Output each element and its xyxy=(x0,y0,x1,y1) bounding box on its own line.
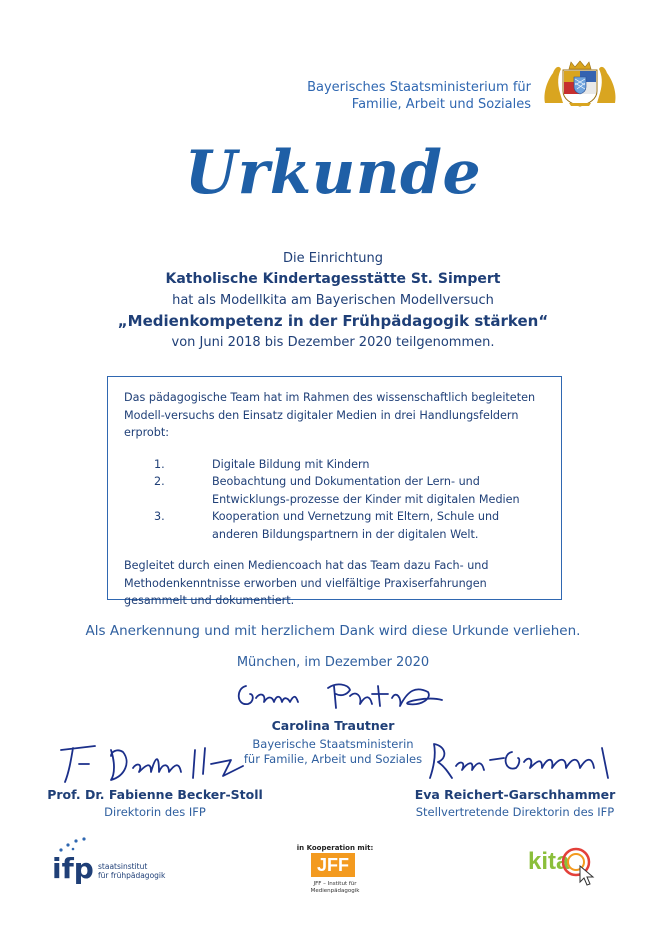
signatory-left xyxy=(40,787,270,820)
bavarian-coat-of-arms-icon xyxy=(541,59,619,107)
institution-name: Katholische Kindertagesstätte St. Simpert xyxy=(165,271,501,287)
signatory-center-role-1: Bayerische Staatsministerin xyxy=(252,737,414,751)
list-item-text: Beobachtung und Dokumentation der Lern- und Entwicklungs-prozesse der Kinder mit digitalen Medien xyxy=(212,475,520,506)
signature-becker-stoll xyxy=(55,742,255,786)
list-item-number: 3. xyxy=(154,510,165,523)
signatory-right-role: Stellvertretende Direktorin des IFP xyxy=(415,805,615,819)
ministry-line-2: Familie, Arbeit und Soziales xyxy=(351,97,531,112)
signatory-center-role-2: für Familie, Arbeit und Soziales xyxy=(243,752,423,766)
field-list xyxy=(124,456,545,544)
jff-logo: JFF xyxy=(311,853,355,877)
ministry-line-1: Bayerisches Staatsministerium für xyxy=(307,80,531,95)
list-item-text: Digitale Bildung mit Kindern xyxy=(212,457,370,471)
ministry-header xyxy=(307,79,531,113)
signatory-left-role: Direktorin des IFP xyxy=(104,805,206,819)
signature-reichert-garschhammer xyxy=(420,738,620,786)
box-paragraph-2: Begleitet durch einen Mediencoach hat das Team dazu Fach- und Methodenkenntnisse erworben und vielfältige Praxiserfahrungen gesammelt und dokumentiert. xyxy=(124,559,489,607)
intro-line-3: hat als Modellkita am Bayerischen Modellversuch xyxy=(172,293,494,308)
jff-subtitle-line-2: Medienpädagogik xyxy=(310,888,360,894)
signature-trautner xyxy=(232,676,452,716)
list-item-number: 1. xyxy=(154,457,165,471)
list-item xyxy=(124,456,545,474)
signatory-right-name: Eva Reichert-Garschhammer xyxy=(414,787,616,802)
intro-line-1: Die Einrichtung xyxy=(283,251,383,266)
list-item-number: 2. xyxy=(154,475,165,488)
jff-subtitle-line-1: JFF – Institut für xyxy=(313,881,357,887)
ifp-subtitle-line-2: für frühpädagogik xyxy=(98,871,166,880)
signatory-center-name: Carolina Trautner xyxy=(271,718,395,733)
jff-subtitle xyxy=(300,881,370,895)
ifp-subtitle xyxy=(98,862,165,880)
place-date: München, im Dezember 2020 xyxy=(236,655,430,670)
document-title: Urkunde xyxy=(184,138,482,208)
description-box xyxy=(107,376,562,607)
signatory-left-name: Prof. Dr. Fabienne Becker-Stoll xyxy=(47,787,263,802)
intro-line-5: von Juni 2018 bis Dezember 2020 teilgenommen. xyxy=(171,335,495,350)
acknowledgement-text: Als Anerkennung und mit herzlichem Dank wird diese Urkunde verliehen. xyxy=(85,623,581,639)
list-item-text: Kooperation und Vernetzung mit Eltern, Schule und anderen Bildungspartnern in der digitalen Welt. xyxy=(212,510,500,541)
project-title: „Medienkompetenz in der Frühpädagogik stärken“ xyxy=(117,312,549,330)
list-item xyxy=(124,473,545,508)
cooperation-label: in Kooperation mit: xyxy=(296,844,374,852)
box-paragraph-1: Das pädagogische Team hat im Rahmen des wissenschaftlich begleiteten Modell-versuchs den Einsatz digitaler Medien in drei Handlungsfeldern erprobt: xyxy=(124,391,536,439)
signatory-right xyxy=(400,787,630,820)
ifp-logo: ifp xyxy=(52,852,94,885)
ifp-subtitle-line-1: staatsinstitut xyxy=(98,862,148,871)
intro-block xyxy=(0,248,666,353)
kita-touch-icon xyxy=(560,846,602,886)
list-item xyxy=(124,508,545,543)
kita-logo: kita xyxy=(528,848,570,875)
